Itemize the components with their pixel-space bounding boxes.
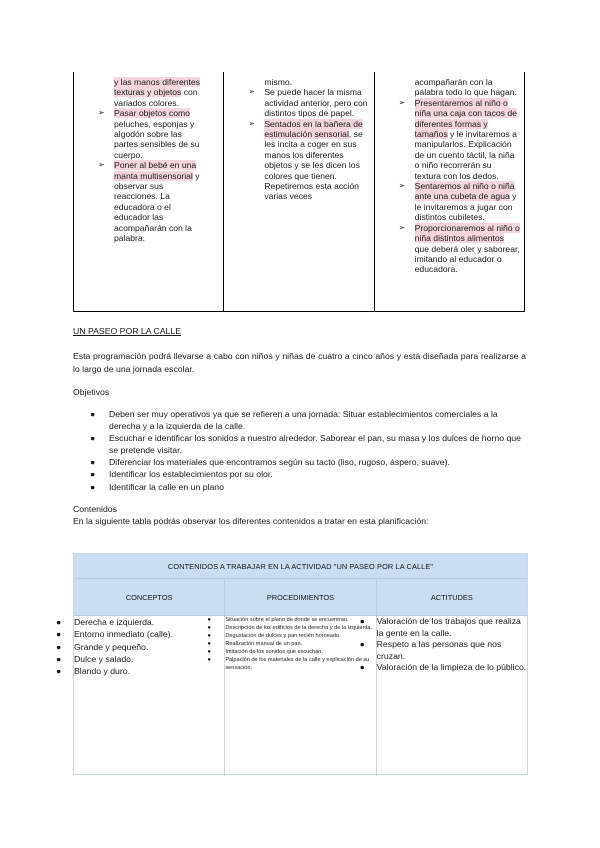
procedimiento-item <box>207 640 375 648</box>
bullet-icon: ● <box>90 469 96 480</box>
actitud-item <box>359 639 527 662</box>
intro-paragraph: Esta programación podrá llevarse a cabo con niños y niñas de cuatro a cinco años y está diseñada para realizarse a lo largo de una jornada escolar. <box>73 351 526 374</box>
procedimiento-item <box>207 656 375 672</box>
bullet-icon: ● <box>359 616 365 626</box>
activity-item <box>248 87 369 119</box>
contents-heading: Contenidos <box>73 504 117 514</box>
activity-item <box>398 97 520 181</box>
activity-text: y le invitaremos a manipularlos. Explicación de un cuento táctil, la niña o niño recorrerán su textura con los dedos. <box>414 129 517 181</box>
concepto-item-text: Blando y duro. <box>74 666 131 677</box>
objective-item <box>73 408 528 432</box>
activity-text: acompañarán con la palabra todo lo que hagan. <box>414 77 517 98</box>
contents-table-column-headers <box>74 579 527 616</box>
activity-text: y le invitaremos a jugar con distintos cubiletes. <box>414 191 517 223</box>
arrow-bullet-icon: ➢ <box>398 97 406 107</box>
procedimiento-item <box>207 616 375 624</box>
activity-item <box>114 77 205 108</box>
actitudes-cell <box>359 616 527 776</box>
highlighted-text: y las manos diferentes texturas y objetos <box>114 77 200 98</box>
activity-text: , se les incita a coger en sus manos los diferentes objetos y se les dicen los colores que tienen. Repetiremos esta acción varias veces <box>264 129 363 202</box>
column-header-conceptos: CONCEPTOS <box>74 579 225 615</box>
actitud-item-text: Valoración de la limpieza de lo público. <box>376 662 527 673</box>
column-header-actitudes: ACTITUDES <box>430 592 473 602</box>
activity-item <box>264 77 369 87</box>
highlighted-text: Poner al bebé en una manta multisensorial <box>114 160 197 181</box>
procedimiento-item-text: Degustación de dulces y pan recién horneado. <box>225 633 341 639</box>
actitud-item-text: Valoración de los trabajos que realiza la gente en la calle. <box>376 616 521 638</box>
bullet-icon: ● <box>90 409 96 419</box>
actitud-item-text: Respeto a las personas que nos cruzan. <box>376 639 502 661</box>
concepto-item-text: Entorno inmediato (calle). <box>74 629 173 640</box>
activity-item <box>98 160 205 244</box>
procedimiento-item <box>207 648 375 656</box>
concepto-item <box>56 653 224 665</box>
procedimiento-item-text: Imitación de los sonidos que escuchan. <box>225 649 323 655</box>
bullet-icon: ● <box>90 457 96 468</box>
arrow-bullet-icon: ➢ <box>398 181 406 191</box>
procedimiento-item-text: Situación sobre el plano de donde se encuentran. <box>225 617 349 623</box>
arrow-bullet-icon: ➢ <box>248 118 256 128</box>
arrow-bullet-icon: ➢ <box>248 87 256 97</box>
procedimiento-item-text: Descripción de los edificios de la derecha y de la izquierda. <box>225 625 373 631</box>
column-header-procedimientos: PROCEDIMIENTOS <box>225 579 376 615</box>
arrow-bullet-icon: ➢ <box>98 160 105 170</box>
highlighted-text: Sentados en la bañera de estimulación sensorial <box>264 118 363 140</box>
objective-item <box>73 432 528 456</box>
bullet-icon: ● <box>56 666 62 677</box>
activity-text: que deberá oler y saborear, imitando al educador o educadora. <box>414 243 520 275</box>
activity-item <box>398 181 520 223</box>
bullet-icon: ● <box>56 653 62 664</box>
objective-text: Deben ser muy operativos ya que se refieren a una jornada: Situar establecimientos comerciales a la derecha y a la izquierda de la calle. <box>109 409 498 432</box>
highlighted-text: Presentaremos al niño o niña una caja con tacos de diferentes formas y tamaños <box>414 97 517 140</box>
objective-item <box>73 456 528 468</box>
bullet-icon: ● <box>56 617 62 627</box>
concepto-item <box>56 616 224 628</box>
arrow-bullet-icon: ➢ <box>98 108 105 118</box>
bullet-icon: ● <box>207 617 211 623</box>
activities-table <box>73 72 525 312</box>
objective-text: Identificar la calle en un plano <box>109 481 224 492</box>
activity-text: mismo. <box>264 77 293 87</box>
activities-column-1 <box>74 72 224 311</box>
objective-text: Identificar los establecimientos por su olor. <box>109 469 273 480</box>
bullet-icon: ● <box>56 641 62 652</box>
concepto-item <box>56 641 224 653</box>
highlighted-text: Proporcionaremos al niño o niña distintos alimentos <box>414 222 520 244</box>
objective-text: Diferenciar los materiales que encontramos según su tacto (liso, rugoso, áspero, suave). <box>109 457 450 468</box>
bullet-icon: ● <box>207 625 211 631</box>
procedimiento-item-text: Realización manual de un pan. <box>225 641 303 647</box>
activity-item <box>415 77 520 98</box>
activities-column-2 <box>224 72 374 311</box>
conceptos-cell <box>56 616 225 776</box>
procedimiento-item <box>207 632 375 640</box>
activities-column-3 <box>375 72 524 311</box>
activity-text: peluches, esponjas y algodón sobre las partes sensibles de su cuerpo. <box>114 118 200 160</box>
concepto-item <box>56 628 224 640</box>
activity-item <box>248 118 369 202</box>
section-title: UN PASEO POR LA CALLE <box>73 326 181 336</box>
procedimiento-item <box>207 624 375 632</box>
bullet-icon: ● <box>207 633 211 639</box>
activity-text: Se puede hacer la misma actividad anterior, pero con distintos tipos de papel. <box>264 87 368 119</box>
bullet-icon: ● <box>90 481 96 492</box>
concepto-item-text: Grande y pequeño. <box>74 641 149 652</box>
bullet-icon: ● <box>207 641 211 647</box>
objective-item <box>73 468 528 480</box>
bullet-icon: ● <box>359 639 365 650</box>
contents-table-body <box>56 616 527 776</box>
contents-intro: En la siguiente tabla podrás observar los diferentes contenidos a tratar en esta planificación: <box>73 516 429 526</box>
arrow-bullet-icon: ➢ <box>398 222 406 232</box>
activity-text: y observar sus reacciones. La educadora o el educador las acompañarán con la palabra. <box>114 170 200 244</box>
activity-item <box>398 222 520 275</box>
actitud-item <box>359 662 527 674</box>
bullet-icon: ● <box>90 433 96 444</box>
objective-item <box>73 481 528 493</box>
activity-item <box>98 108 205 160</box>
objectives-heading: Objetivos <box>73 387 110 397</box>
concepto-item <box>56 665 224 677</box>
bullet-icon: ● <box>207 657 211 663</box>
procedimiento-item-text: Palpación de los materiales de la calle y explicación de su sensación. <box>225 657 370 671</box>
bullet-icon: ● <box>359 662 365 673</box>
concepto-item-text: Dulce y salado. <box>74 653 134 664</box>
contents-table <box>56 553 528 775</box>
actitud-item <box>359 616 527 639</box>
activity-text: con variados colores. <box>114 87 198 108</box>
bullet-icon: ● <box>56 629 62 640</box>
concepto-item-text: Derecha e izquierda. <box>74 617 155 627</box>
bullet-icon: ● <box>207 649 211 655</box>
objective-text: Escuchar e identificar los sonidos a nuestro alrededor. Saborear el pan, su masa y los dulces de horno que se pretende visitar. <box>109 433 521 456</box>
highlighted-text: Sentaremos al niño o niña ante una cubeta de agua <box>414 181 515 202</box>
contents-table-header: CONTENIDOS A TRABAJAR EN LA ACTIVIDAD "UN PASEO POR LA CALLE" <box>74 554 527 579</box>
objectives-list <box>73 408 528 493</box>
procedimientos-cell <box>207 616 376 776</box>
highlighted-text: Pasar objetos como <box>114 108 190 119</box>
